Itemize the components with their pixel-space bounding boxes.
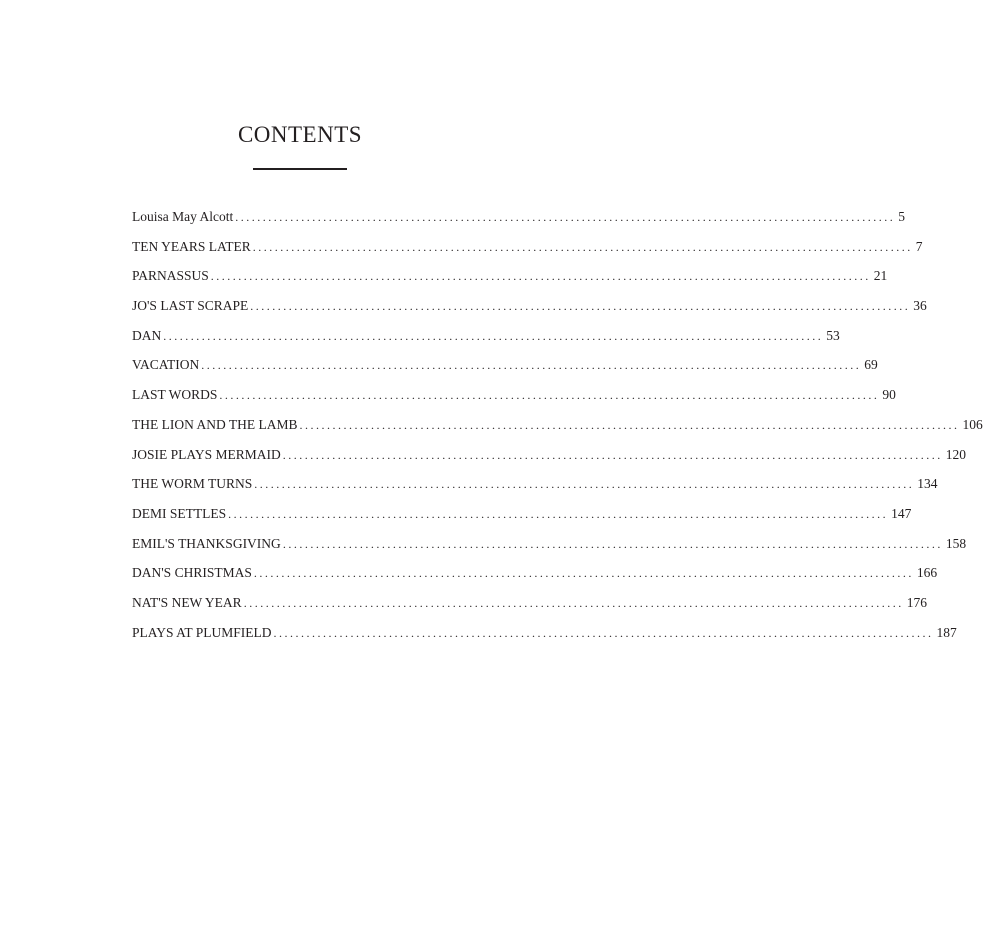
toc-entry-title: THE LION AND THE LAMB: [132, 416, 298, 432]
toc-entry-page: 5: [898, 209, 905, 224]
toc-entry[interactable]: [132, 350, 878, 380]
toc-entry-title: EMIL'S THANKSGIVING: [132, 535, 281, 551]
toc-entry[interactable]: [132, 618, 957, 648]
toc-entry-page: 21: [873, 268, 888, 284]
toc-entry-title: DAN: [132, 327, 162, 343]
toc-entry-title: PARNASSUS: [132, 268, 209, 284]
toc-entry-page: 187: [936, 624, 957, 640]
toc-entry-title: THE WORM TURNS: [132, 476, 253, 492]
dot-leader: ........................................................................................................................: [282, 447, 943, 462]
title-rule: [253, 168, 347, 170]
dot-leader: ........................................................................................................................: [282, 536, 943, 551]
toc-entry-page: 158: [945, 535, 967, 551]
toc-entry-page: 106: [962, 416, 983, 432]
toc-entry-title: JOSIE PLAYS MERMAID: [132, 446, 281, 462]
toc-entry-title: DAN'S CHRISTMAS: [132, 565, 252, 581]
dot-leader: ........................................................................................................................: [273, 625, 934, 640]
toc-entry-title: PLAYS AT PLUMFIELD: [132, 624, 272, 640]
toc-entry-page: 166: [916, 565, 938, 581]
toc-entry-title: TEN YEARS LATER: [132, 238, 251, 254]
toc-entry[interactable]: [132, 291, 927, 321]
toc-entry[interactable]: [132, 261, 888, 291]
dot-leader: ........................................................................................................................: [163, 328, 824, 343]
toc-entry[interactable]: [132, 529, 967, 559]
dot-leader: ........................................................................................................................: [299, 417, 960, 432]
toc-entry[interactable]: [132, 499, 912, 529]
toc-entry-title: DEMI SETTLES: [132, 505, 227, 521]
dot-leader: ........................................................................................................................: [252, 239, 913, 254]
toc-entry-page: 134: [917, 476, 938, 492]
dot-leader: ........................................................................................................................: [219, 388, 880, 403]
toc-entry-page: 120: [945, 446, 967, 462]
dot-leader: ........................................................................................................................: [201, 358, 862, 373]
toc-entry-title: JO'S LAST SCRAPE: [132, 298, 249, 314]
toc-entry-page: 53: [826, 327, 840, 343]
toc-entry[interactable]: [132, 440, 967, 470]
toc-entry[interactable]: [132, 232, 923, 262]
table-of-contents: [132, 202, 983, 647]
dot-leader: ........................................................................................................................: [243, 595, 904, 610]
dot-leader: ........................................................................................................................: [254, 477, 915, 492]
toc-entry-page: 7: [915, 238, 923, 254]
dot-leader: ........................................................................................................................: [210, 269, 871, 284]
toc-entry-title: Louisa May Alcott: [132, 209, 234, 224]
toc-entry-title: NAT'S NEW YEAR: [132, 594, 242, 610]
toc-entry-page: 69: [864, 357, 878, 373]
dot-leader: ........................................................................................................................: [253, 566, 914, 581]
toc-entry-page: 90: [882, 387, 896, 403]
toc-entry-page: 176: [906, 594, 927, 610]
toc-entry-page: 36: [913, 298, 927, 314]
toc-entry-title: LAST WORDS: [132, 387, 218, 403]
toc-entry[interactable]: [132, 321, 840, 351]
toc-entry[interactable]: [132, 410, 983, 440]
dot-leader: ........................................................................................................................: [250, 299, 911, 314]
page-title: CONTENTS: [237, 122, 363, 147]
toc-entry-page: 147: [891, 505, 912, 521]
toc-entry[interactable]: [132, 202, 905, 232]
dot-leader: ........................................................................................................................: [235, 210, 896, 224]
toc-entry[interactable]: [132, 380, 896, 410]
toc-entry[interactable]: [132, 469, 938, 499]
toc-entry[interactable]: [132, 558, 938, 588]
toc-entry[interactable]: [132, 588, 927, 618]
toc-entry-title: VACATION: [132, 357, 200, 373]
dot-leader: ........................................................................................................................: [228, 506, 889, 521]
